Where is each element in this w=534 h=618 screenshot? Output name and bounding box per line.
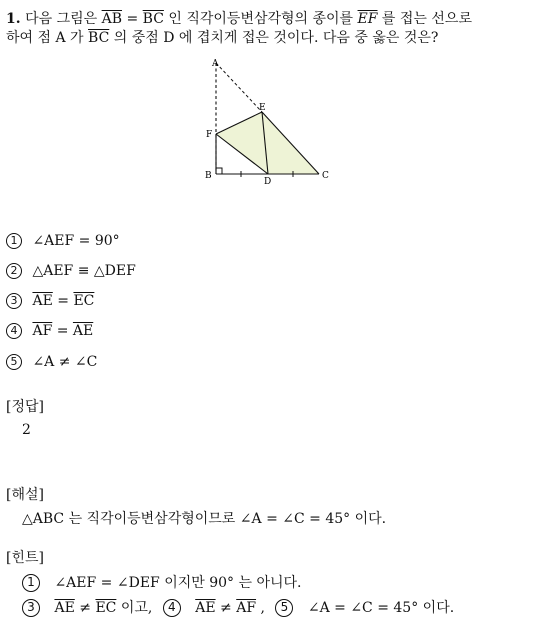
hint-3-text: $\overline{AE} \ne \overline{EC}$ 이고, bbox=[54, 600, 153, 616]
label-E: E bbox=[259, 103, 266, 113]
question-line-1 bbox=[6, 8, 472, 28]
choice-number-5: 5 bbox=[6, 354, 22, 370]
question-line-2: 하여 점 A 가 $\overline{BC}$ 의 중점 D 에 겹치게 접은 것이다. 다음 중 옳은 것은? bbox=[6, 30, 439, 46]
label-F: F bbox=[206, 130, 213, 140]
choice-number-2: 2 bbox=[6, 263, 22, 279]
label-D: D bbox=[264, 177, 272, 185]
question-number: 1. bbox=[6, 11, 21, 27]
choice-number-1: 1 bbox=[6, 233, 22, 249]
choice-number-3: 3 bbox=[6, 293, 22, 309]
hint-number-5: 5 bbox=[275, 599, 293, 617]
hint-4-text: $\overline{AE} \ne \overline{AF}$ , bbox=[195, 600, 265, 616]
hint-label: [힌트] bbox=[6, 550, 44, 566]
choice-2-text: △AEF ≡ △DEF bbox=[32, 263, 136, 279]
answer-label: [정답] bbox=[6, 399, 44, 415]
hint-number-4: 4 bbox=[163, 599, 181, 617]
hint-line-1 bbox=[22, 572, 301, 592]
choice-number-4: 4 bbox=[6, 323, 22, 339]
choice-3[interactable] bbox=[6, 293, 94, 309]
hint-line-1-text: ∠AEF = ∠DEF 이지만 90° 는 아니다. bbox=[54, 575, 302, 591]
choice-5-text: ∠A ≠ ∠C bbox=[32, 354, 98, 370]
label-C: C bbox=[322, 171, 329, 181]
label-A: A bbox=[212, 59, 219, 69]
choice-2[interactable] bbox=[6, 263, 136, 279]
choice-1[interactable] bbox=[6, 233, 120, 249]
question-text: 다음 그림은 $\overline{AB} = \overline{BC}$ 인 직각이등변삼각형의 종이를 $\overline{EF}$ 를 접는 선으로 bbox=[25, 11, 472, 27]
answer-value: 2 bbox=[22, 422, 31, 438]
hint-line-2 bbox=[22, 597, 454, 617]
hint-number-1: 1 bbox=[22, 574, 40, 592]
explanation-text: △ABC 는 직각이등변삼각형이므로 ∠A = ∠C = 45° 이다. bbox=[22, 511, 387, 527]
geometry-figure bbox=[195, 55, 340, 185]
choice-4-text: $\overline{AF} = \overline{AE}$ bbox=[32, 323, 94, 339]
explanation-label: [해설] bbox=[6, 487, 44, 503]
hint-number-3: 3 bbox=[22, 599, 40, 617]
label-B: B bbox=[205, 171, 212, 181]
hint-5-text: ∠A = ∠C = 45° 이다. bbox=[307, 600, 455, 616]
choice-4[interactable] bbox=[6, 323, 93, 339]
edge-A-to-E bbox=[216, 63, 262, 112]
right-angle-mark bbox=[216, 168, 222, 174]
choice-3-text: $\overline{AE} = \overline{EC}$ bbox=[32, 293, 95, 309]
choice-5[interactable] bbox=[6, 354, 97, 370]
choice-1-text: ∠AEF = 90° bbox=[32, 233, 120, 249]
